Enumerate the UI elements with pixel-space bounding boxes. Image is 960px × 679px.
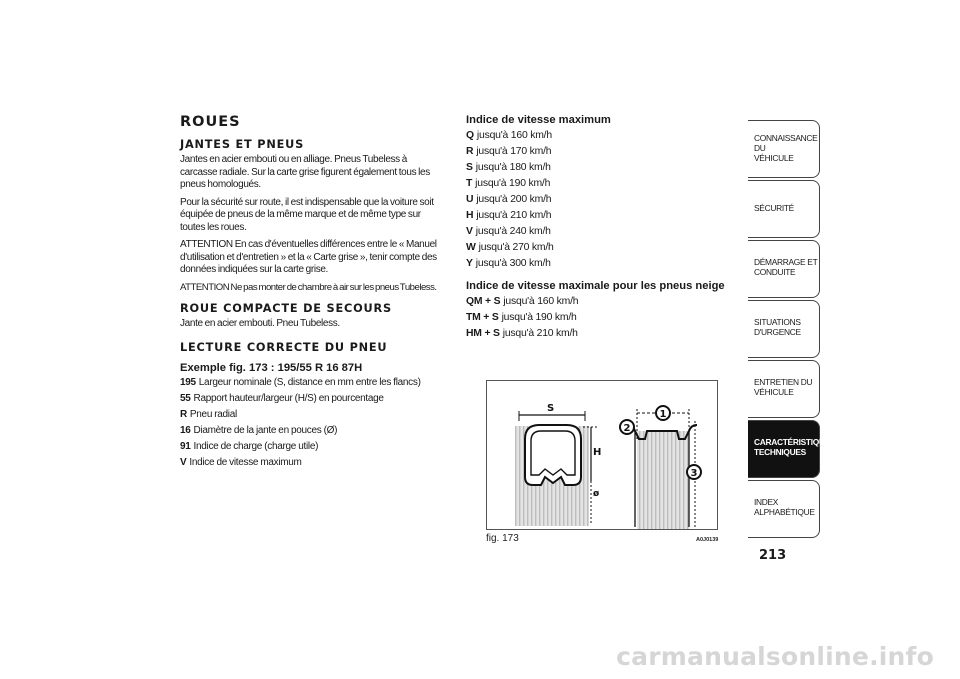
example-line: Exemple fig. 173 : 195/55 R 16 87H bbox=[180, 361, 363, 374]
tire-figure bbox=[486, 380, 718, 530]
section-heading-jantes: JANTES ET PNEUS bbox=[180, 138, 305, 151]
tab-securite[interactable]: SÉCURITÉ bbox=[748, 180, 820, 238]
callout-1 bbox=[656, 406, 670, 420]
definition-item: V Indice de vitesse maximum bbox=[180, 456, 302, 468]
svg-text:1: 1 bbox=[659, 409, 667, 420]
definition-item: 16 Diamètre de la jante en pouces (Ø) bbox=[180, 424, 338, 436]
speed-item: W jusqu'à 270 km/h bbox=[466, 242, 554, 253]
speed-item: H jusqu'à 210 km/h bbox=[466, 210, 552, 221]
snow-speed-item: HM + S jusqu'à 210 km/h bbox=[466, 328, 578, 339]
snow-speed-heading: Indice de vitesse maximale pour les pneus neige bbox=[466, 280, 725, 292]
section-heading-roue-secours: ROUE COMPACTE DE SECOURS bbox=[180, 302, 392, 315]
paragraph: ATTENTION En cas d'éventuelles différences entre le « Manuel d'utilisation et d'entretien » et la « Carte grise », tenir compte des données indiquées sur la carte grise. bbox=[180, 239, 437, 275]
figure-caption: fig. 173 bbox=[486, 533, 519, 544]
figure-code: A0J0139 bbox=[696, 537, 719, 543]
tab-connaissance-vehicule[interactable]: CONNAISSANCE DU VÉHICULE bbox=[748, 120, 820, 178]
paragraph: Jantes en acier embouti ou en alliage. Pneus Tubeless à carcasse radiale. Sur la carte grise figurent également tous les pneus homologués. bbox=[180, 154, 430, 190]
snow-speed-item: TM + S jusqu'à 190 km/h bbox=[466, 312, 577, 323]
tab-entretien-vehicule[interactable]: ENTRETIEN DU VÉHICULE bbox=[748, 360, 820, 418]
speed-item: S jusqu'à 180 km/h bbox=[466, 162, 551, 173]
left-column bbox=[180, 108, 446, 472]
speed-item: Y jusqu'à 300 km/h bbox=[466, 258, 551, 269]
speed-item: U jusqu'à 200 km/h bbox=[466, 194, 552, 205]
watermark: carmanualsonline.info bbox=[616, 642, 934, 671]
tab-situations-urgence[interactable]: SITUATIONS D'URGENCE bbox=[748, 300, 820, 358]
label-s: S bbox=[547, 403, 555, 414]
speed-item: V jusqu'à 240 km/h bbox=[466, 226, 551, 237]
speed-item: Q jusqu'à 160 km/h bbox=[466, 130, 552, 141]
speed-index-heading: Indice de vitesse maximum bbox=[466, 114, 611, 126]
callout-2 bbox=[620, 420, 634, 434]
definition-item: R Pneu radial bbox=[180, 408, 237, 420]
tab-demarrage-conduite[interactable]: DÉMARRAGE ET CONDUITE bbox=[748, 240, 820, 298]
tire-diagram bbox=[487, 381, 717, 529]
label-h: H bbox=[593, 447, 602, 458]
tab-index-alphabetique[interactable]: INDEX ALPHABÉTIQUE bbox=[748, 480, 820, 538]
definition-item: 195 Largeur nominale (S, distance en mm entre les flancs) bbox=[180, 376, 421, 388]
snow-speed-item: QM + S jusqu'à 160 km/h bbox=[466, 296, 579, 307]
speed-item: R jusqu'à 170 km/h bbox=[466, 146, 552, 157]
tire-cross-section bbox=[515, 403, 601, 526]
chapter-sidebar bbox=[748, 120, 836, 540]
callout-3 bbox=[687, 465, 701, 479]
paragraph: Jante en acier embouti. Pneu Tubeless. bbox=[180, 318, 340, 329]
tab-caracteristiques-techniques[interactable]: CARACTÉRISTIQUES TECHNIQUES bbox=[748, 420, 820, 478]
definition-item: 55 Rapport hauteur/largeur (H/S) en pourcentage bbox=[180, 392, 384, 404]
section-heading-lecture: LECTURE CORRECTE DU PNEU bbox=[180, 340, 388, 354]
right-column bbox=[466, 108, 736, 343]
svg-text:2: 2 bbox=[623, 423, 631, 434]
page-title: ROUES bbox=[180, 114, 241, 130]
speed-item: T jusqu'à 190 km/h bbox=[466, 178, 551, 189]
paragraph: ATTENTION Ne pas monter de chambre à air sur les pneus Tubeless. bbox=[180, 281, 437, 293]
svg-text:3: 3 bbox=[690, 468, 698, 479]
definition-item: 91 Indice de charge (charge utile) bbox=[180, 440, 319, 452]
page-number: 213 bbox=[759, 548, 787, 563]
rim-profile bbox=[627, 409, 697, 529]
paragraph: Pour la sécurité sur route, il est indispensable que la voiture soit équipée de pneus de la même marque et de même type sur toutes les roues. bbox=[180, 196, 434, 233]
label-diameter: ø bbox=[593, 489, 600, 499]
